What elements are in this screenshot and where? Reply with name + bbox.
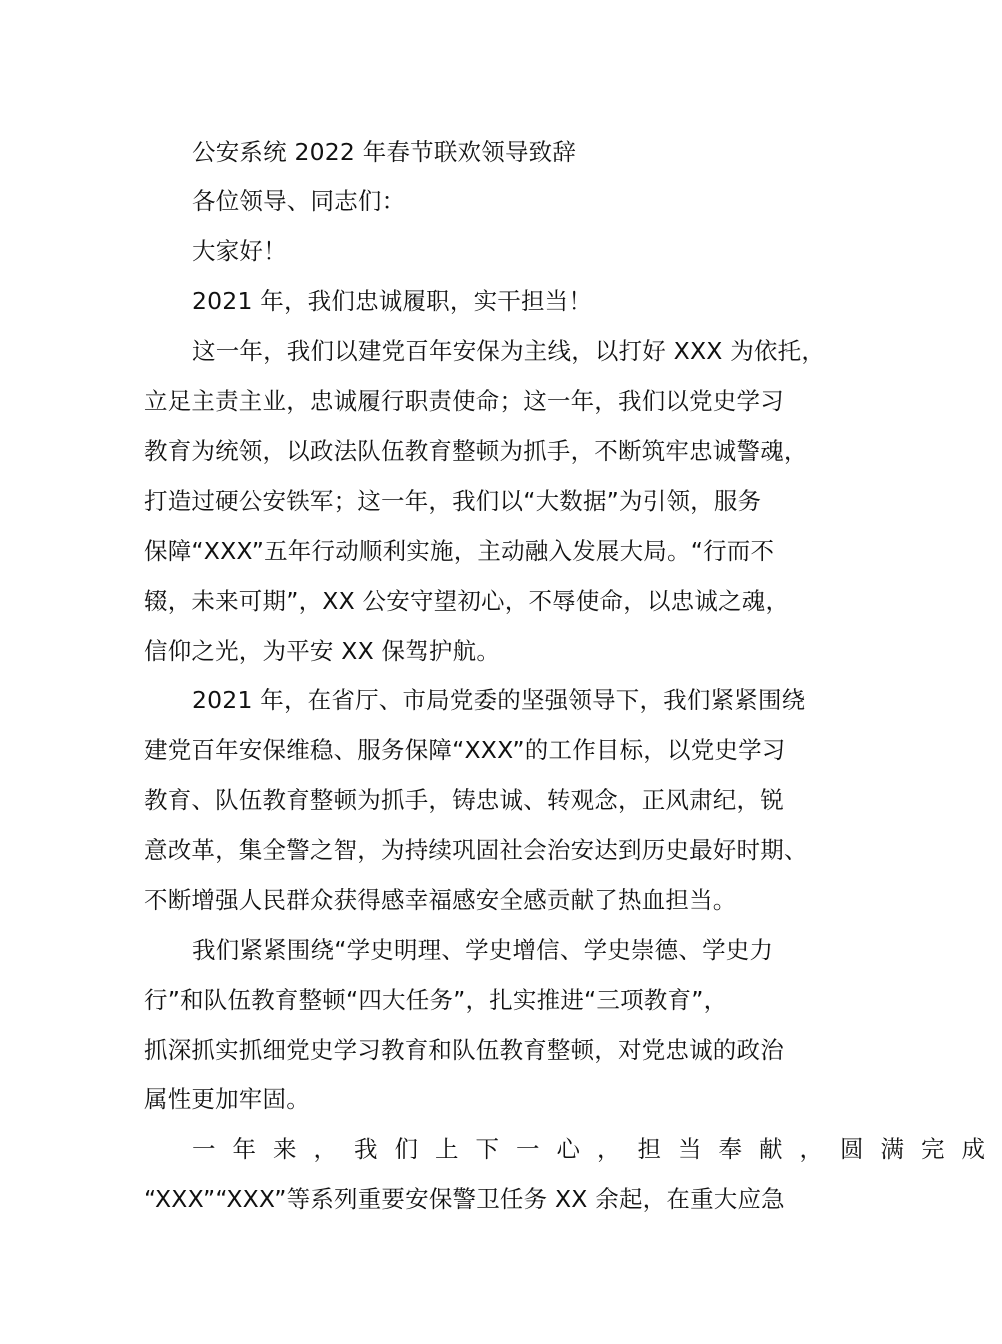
paragraph-line: 行”和队伍教育整顿“四大任务”，扎实推进“三项教育”， (144, 986, 728, 1014)
paragraph-line: 教育、队伍教育整顿为抓手，铸忠诚、转观念，正风肃纪，锐 (144, 786, 784, 814)
greeting: 大家好！ (192, 237, 287, 265)
paragraph-line: 属性更加牢固。 (144, 1085, 310, 1113)
paragraph-line: 教育为统领，以政法队伍教育整顿为抓手，不断筑牢忠诚警魂， (144, 437, 808, 465)
document-title: 公安系统 2022 年春节联欢领导致辞 (192, 138, 577, 166)
paragraph-line: 这一年，我们以建党百年安保为主线，以打好 XXX 为依托， (192, 337, 826, 365)
paragraph-line: 信仰之光，为平安 XX 保驾护航。 (144, 637, 501, 665)
paragraph-line: “XXX”“XXX”等系列重要安保警卫任务 XX 余起，在重大应急 (144, 1185, 785, 1213)
paragraph-line: 2021 年，在省厅、市局党委的坚强领导下，我们紧紧围绕 (192, 686, 806, 714)
paragraph-line: 意改革，集全警之智，为持续巩固社会治安达到历史最好时期、 (144, 836, 808, 864)
salutation: 各位领导、同志们： (192, 187, 406, 215)
headline: 2021 年，我们忠诚履职，实干担当！ (192, 287, 593, 315)
paragraph-line: 一年来，我们上下一心，担当奉献，圆满完成 (192, 1135, 1002, 1163)
paragraph-line: 保障“XXX”五年行动顺利实施，主动融入发展大局。“行而不 (144, 537, 775, 565)
paragraph-line: 立足主责主业，忠诚履行职责使命；这一年，我们以党史学习 (144, 387, 784, 415)
paragraph-line: 辍，未来可期”，XX 公安守望初心，不辱使命，以忠诚之魂， (144, 587, 790, 615)
paragraph-line: 我们紧紧围绕“学史明理、学史增信、学史崇德、学史力 (192, 936, 774, 964)
paragraph-line: 抓深抓实抓细党史学习教育和队伍教育整顿，对党忠诚的政治 (144, 1036, 784, 1064)
paragraph-line: 打造过硬公安铁军；这一年，我们以“大数据”为引领，服务 (144, 487, 762, 515)
paragraph-line: 建党百年安保维稳、服务保障“XXX”的工作目标，以党史学习 (144, 736, 786, 764)
paragraph-line: 不断增强人民群众获得感幸福感安全感贡献了热血担当。 (144, 886, 737, 914)
